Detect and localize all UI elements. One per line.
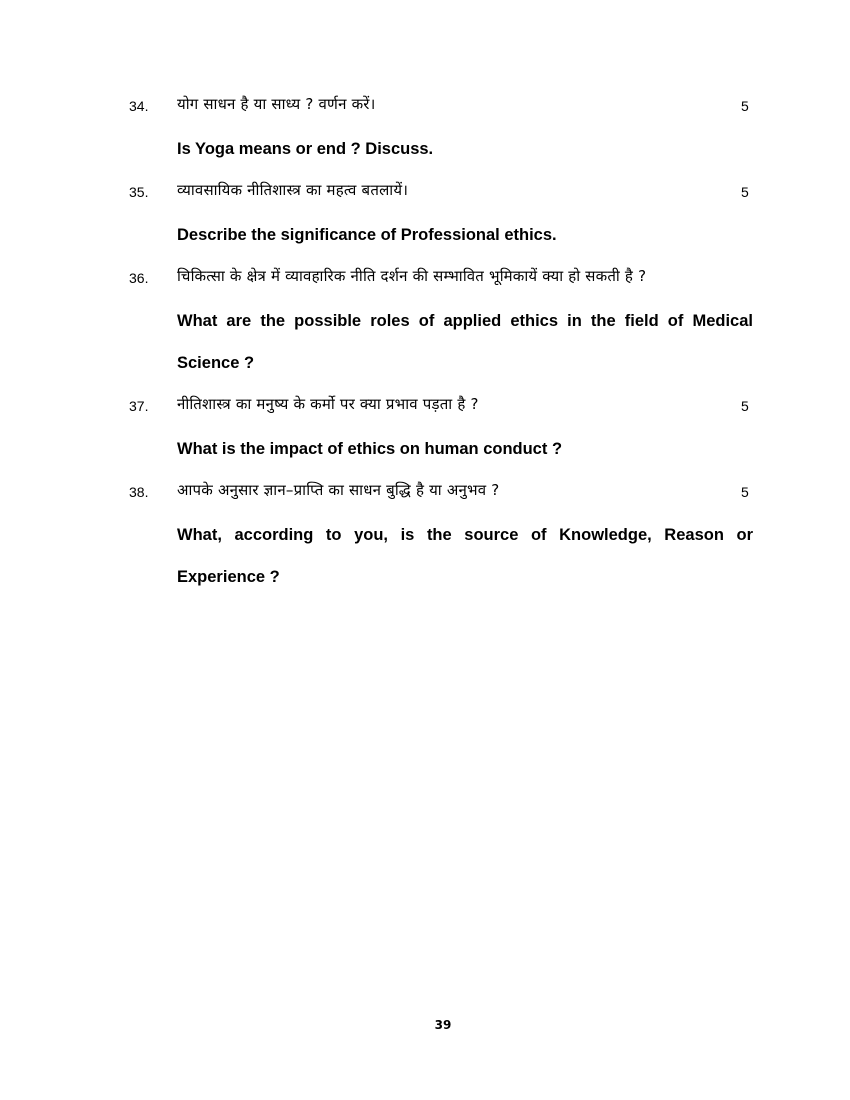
question-number: 38. bbox=[129, 484, 149, 500]
question-number: 36. bbox=[129, 270, 149, 286]
question-english-text: What, according to you, is the source of Knowledge, Reason or Experience ? bbox=[177, 526, 753, 586]
question-english-text: What is the impact of ethics on human conduct ? bbox=[177, 440, 563, 458]
question-hindi-text: आपके अनुसार ज्ञान–प्राप्ति का साधन बुद्धि है या अनुभव ? bbox=[177, 481, 500, 499]
question-number: 37. bbox=[129, 398, 149, 414]
question-marks: 5 bbox=[741, 98, 749, 114]
question-hindi-text: व्यावसायिक नीतिशास्त्र का महत्व बतलायें। bbox=[177, 181, 409, 199]
page-number: 39 bbox=[434, 1018, 452, 1032]
question-english-text: What are the possible roles of applied ethics in the field of Medical Science ? bbox=[177, 312, 753, 372]
question-hindi-text: योग साधन है या साध्य ? वर्णन करें। bbox=[177, 95, 376, 113]
question-hindi-text: चिकित्सा के क्षेत्र में व्यावहारिक नीति दर्शन की सम्भावित भूमिकायें क्या हो सकती है ? bbox=[177, 267, 647, 285]
question-number: 34. bbox=[129, 98, 149, 114]
question-marks: 5 bbox=[741, 484, 749, 500]
question-marks: 5 bbox=[741, 398, 749, 414]
question-number: 35. bbox=[129, 184, 149, 200]
question-english-text: Is Yoga means or end ? Discuss. bbox=[177, 140, 434, 158]
question-english-text: Describe the significance of Professional ethics. bbox=[177, 226, 557, 244]
question-hindi-text: नीतिशास्त्र का मनुष्य के कर्मो पर क्या प्रभाव पड़ता है ? bbox=[177, 395, 479, 413]
question-marks: 5 bbox=[741, 184, 749, 200]
